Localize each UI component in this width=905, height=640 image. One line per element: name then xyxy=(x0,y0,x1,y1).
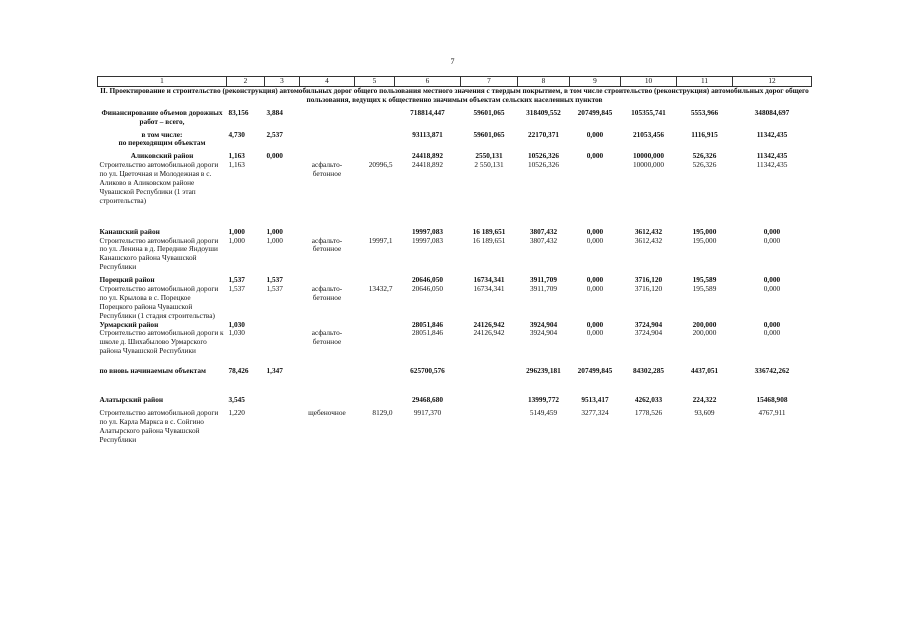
table-cell-col-2: 3,545 xyxy=(228,395,245,405)
table-cell-col-11: 195,589 xyxy=(692,275,717,285)
row-spacer xyxy=(98,206,812,228)
row-label: Порецкий район xyxy=(99,275,155,285)
table-cell-col-4 xyxy=(300,139,355,148)
table-row xyxy=(98,139,812,148)
table-cell-col-8: 22170,371 xyxy=(527,129,559,139)
table-cell-col-7: 59601,065 xyxy=(473,107,505,117)
road-construction-table xyxy=(97,76,812,445)
table-cell-col-10: 10000,000 xyxy=(632,160,664,170)
table-cell-col-8: 3807,432 xyxy=(529,226,558,236)
row-label: Строительство автомобильной дороги по ул. Крылова в с. Порецкое Порецкого района Чувашской Республики (1 стадия строительства) xyxy=(99,284,219,320)
table-row xyxy=(98,396,812,405)
table-cell-col-7: 59601,065 xyxy=(473,129,505,139)
section-title-row xyxy=(98,87,812,105)
table-cell-col-5 xyxy=(355,321,395,330)
table-cell-col-9: 0,000 xyxy=(586,319,604,329)
column-number-7: 7 xyxy=(461,77,518,87)
table-cell-col-10: 21053,456 xyxy=(632,129,664,139)
table-cell-col-11: 200,000 xyxy=(692,319,717,329)
table-cell-col-11: 1116,915 xyxy=(691,129,718,139)
table-cell-col-6: 19997,083 xyxy=(411,235,443,245)
table-cell-col-12: 11342,435 xyxy=(756,129,788,139)
table-cell-col-3: 1,347 xyxy=(266,366,283,376)
table-cell-col-12 xyxy=(733,139,812,148)
column-number-row xyxy=(98,77,812,87)
table-cell-col-10: 3612,432 xyxy=(634,235,663,245)
table-cell-col-4: асфальто-бетонное xyxy=(311,284,343,302)
table-cell-col-7 xyxy=(461,367,518,376)
table-cell-col-7 xyxy=(461,396,518,405)
table-cell-col-9: 207499,845 xyxy=(577,107,613,117)
table-cell-col-6: 9917,370 xyxy=(413,407,442,417)
table-cell-col-11: 4437,051 xyxy=(690,366,719,376)
table-cell-col-5 xyxy=(355,109,395,127)
table-cell-col-8: 3911,709 xyxy=(529,284,558,294)
table-cell-col-3: 1,000 xyxy=(266,226,283,236)
table-cell-col-11: 195,589 xyxy=(692,284,717,294)
table-cell-col-5: 20996,5 xyxy=(368,160,393,170)
table-row xyxy=(98,109,812,127)
table-row xyxy=(98,329,812,356)
column-number-9: 9 xyxy=(570,77,621,87)
table-cell-col-10: 3724,904 xyxy=(634,319,663,329)
table-cell-col-6: 28051,846 xyxy=(411,328,443,338)
table-cell-col-2: 1,030 xyxy=(228,328,245,338)
table-cell-col-5: 13432,7 xyxy=(368,284,393,294)
row-label: Строительство автомобильной дороги к школе д. Шихабылово Урмарского района Чувашской Республики xyxy=(99,328,224,356)
table-cell-col-11: 526,326 xyxy=(692,151,717,161)
table-cell-col-6: 625700,576 xyxy=(410,366,445,376)
table-cell-col-3: 0,000 xyxy=(266,151,283,161)
row-label: Алатырский район xyxy=(99,395,164,405)
row-label: в том числе: xyxy=(141,129,183,139)
page-number: 7 xyxy=(450,57,455,66)
table-cell-col-9: 9513,417 xyxy=(581,395,609,405)
table-cell-col-3 xyxy=(265,321,300,330)
table-cell-col-10: 3716,120 xyxy=(634,284,663,294)
table-cell-col-7: 16734,341 xyxy=(473,284,505,294)
table-cell-col-9: 3277,324 xyxy=(581,407,609,417)
table-cell-col-11 xyxy=(677,139,733,148)
table-cell-col-6: 24418,892 xyxy=(411,160,443,170)
table-cell-col-8: 3807,432 xyxy=(529,235,558,245)
table-cell-col-4: асфальто-бетонное xyxy=(311,235,343,254)
table-cell-col-3 xyxy=(265,409,300,445)
column-number-5: 5 xyxy=(355,77,395,87)
table-row xyxy=(98,237,812,273)
table-cell-col-5: 8129,0 xyxy=(372,407,393,417)
table-cell-col-10: 84302,285 xyxy=(632,366,664,376)
table-cell-col-2: 78,426 xyxy=(228,366,249,376)
table-cell-col-2: 1,220 xyxy=(228,407,245,417)
table-cell-col-7: 24126,942 xyxy=(473,328,505,338)
table-cell-col-4 xyxy=(300,396,355,405)
table-cell-col-12: 0,000 xyxy=(763,275,781,285)
table-cell-col-9: 0,000 xyxy=(586,328,604,338)
table-cell-col-2: 4,730 xyxy=(228,129,245,139)
table-cell-col-6: 93113,871 xyxy=(412,129,443,139)
table-cell-col-2: 1,537 xyxy=(228,275,245,285)
table-cell-col-4: асфальто-бетонное xyxy=(311,328,343,347)
table-cell-col-4: щебеночное xyxy=(308,407,346,417)
table-cell-col-3: 2,537 xyxy=(266,129,283,139)
section-title: II. Проектирование и строительство (реконструкция) автомобильных дорог общего пользования местного значения с твердым покрытием, в том числе строительство (реконструкция) автомобильных дорог общего пользования, ведущих к общественно значимым объектам сельских населенных пунктов xyxy=(98,87,812,105)
table-cell-col-8: 3924,904 xyxy=(529,319,558,329)
table-cell-col-12: 0,000 xyxy=(763,235,781,245)
spacer-cell xyxy=(98,376,812,396)
table-row xyxy=(98,367,812,376)
table-cell-col-3 xyxy=(265,139,300,148)
table-cell-col-12: 11342,435 xyxy=(756,151,788,161)
table-cell-col-8: 3924,904 xyxy=(529,328,558,338)
table-cell-col-10: 10000,000 xyxy=(632,151,664,161)
table-cell-col-8: 318409,552 xyxy=(526,107,561,117)
row-label: по переходящим объектам xyxy=(118,138,206,148)
table-cell-col-3: 3,884 xyxy=(266,107,283,117)
table-row xyxy=(98,161,812,205)
table-cell-col-11: 200,000 xyxy=(692,328,717,338)
table-cell-col-12: 0,000 xyxy=(763,319,781,329)
table-cell-col-7 xyxy=(461,139,518,148)
table-cell-col-7: 16 189,651 xyxy=(472,226,506,236)
table-cell-col-5 xyxy=(355,139,395,148)
table-row xyxy=(98,285,812,321)
row-label: Канашский район xyxy=(99,226,160,236)
table-cell-col-9: 0,000 xyxy=(586,151,604,161)
table-cell-col-6: 28051,846 xyxy=(411,319,443,329)
table-cell-col-10: 4262,033 xyxy=(634,395,663,405)
table-cell-col-7: 24126,942 xyxy=(473,319,505,329)
table-cell-col-12: 15468,908 xyxy=(756,395,788,405)
table-cell-col-10 xyxy=(621,139,677,148)
table-cell-col-3 xyxy=(265,161,300,205)
table-cell-col-6: 19997,083 xyxy=(411,226,443,236)
table-cell-col-11: 526,326 xyxy=(692,160,717,170)
table-cell-col-8 xyxy=(518,139,570,148)
table-cell-col-7: 2550,131 xyxy=(475,151,503,161)
table-cell-col-2 xyxy=(227,139,265,148)
table-cell-col-9: 0,000 xyxy=(586,129,604,139)
row-label: по вновь начинаемым объектам xyxy=(99,366,206,376)
table-cell-col-5 xyxy=(355,396,395,405)
table-cell-col-2: 1,000 xyxy=(228,235,245,245)
row-label: Строительство автомобильной дороги по ул. Ленина в д. Передние Яндоуши Канашского района Чувашской Республики xyxy=(99,235,219,272)
table-cell-col-5 xyxy=(355,329,395,356)
table-cell-col-8: 13999,772 xyxy=(527,395,559,405)
row-label: Финансирование объемов дорожных работ – всего, xyxy=(101,107,223,126)
table-cell-col-10: 3724,904 xyxy=(634,328,663,338)
table-cell-col-4 xyxy=(300,367,355,376)
table-cell-col-7: 16 189,651 xyxy=(472,235,506,245)
table-cell-col-4 xyxy=(300,131,355,140)
column-number-1: 1 xyxy=(98,77,227,87)
table-cell-col-11: 195,000 xyxy=(692,235,717,245)
table-cell-col-4 xyxy=(300,109,355,127)
table-cell-col-3: 1,537 xyxy=(266,275,283,285)
table-cell-col-6: 20646,050 xyxy=(411,284,443,294)
column-number-10: 10 xyxy=(621,77,677,87)
table-cell-col-9 xyxy=(570,139,621,148)
table-cell-col-3 xyxy=(265,396,300,405)
table-cell-col-5 xyxy=(355,367,395,376)
table-cell-col-2: 83,156 xyxy=(228,107,249,117)
row-label: Строительство автомобильной дороги по ул. Цветочная и Молодежная в с. Аликово в Аликовском районе Чувашской Республики (1 этап строительства) xyxy=(99,160,219,205)
column-number-2: 2 xyxy=(227,77,265,87)
table-cell-col-12: 0,000 xyxy=(763,226,781,236)
table-cell-col-6: 29468,680 xyxy=(411,395,443,405)
table-row xyxy=(98,409,812,445)
table-cell-col-5 xyxy=(355,131,395,140)
row-label: Аликовский район xyxy=(130,151,194,161)
table-cell-col-12: 11342,435 xyxy=(756,160,788,170)
table-cell-col-2: 1,163 xyxy=(228,151,245,161)
table-cell-col-7: 2 550,131 xyxy=(474,160,504,170)
table-cell-col-12: 0,000 xyxy=(763,328,781,338)
table-cell-col-9: 0,000 xyxy=(586,275,604,285)
table-cell-col-7: 16734,341 xyxy=(473,275,505,285)
table-cell-col-12: 348084,697 xyxy=(754,107,790,117)
table-cell-col-6: 718814,447 xyxy=(410,107,445,117)
column-number-8: 8 xyxy=(518,77,570,87)
table-cell-col-2: 1,030 xyxy=(228,319,245,329)
table-cell-col-2: 1,163 xyxy=(228,160,245,170)
column-number-11: 11 xyxy=(677,77,733,87)
table-cell-col-10: 105355,741 xyxy=(631,107,666,117)
table-cell-col-6: 24418,892 xyxy=(411,151,443,161)
table-cell-col-11: 195,000 xyxy=(692,226,717,236)
row-spacer xyxy=(98,376,812,396)
table-cell-col-2: 1,537 xyxy=(228,284,245,294)
table-cell-col-11: 224,322 xyxy=(692,395,717,405)
table-cell-col-9: 0,000 xyxy=(586,226,604,236)
table-cell-col-8: 10526,326 xyxy=(527,160,559,170)
row-label: Урмарский район xyxy=(99,319,159,329)
table-cell-col-4: асфальто-бетонное xyxy=(311,160,343,179)
table-cell-col-8: 3911,709 xyxy=(530,275,557,285)
column-number-4: 4 xyxy=(300,77,355,87)
table-cell-col-12: 0,000 xyxy=(763,284,781,294)
table-cell-col-8: 296239,181 xyxy=(526,366,561,376)
table-cell-col-12: 4767,911 xyxy=(758,407,786,417)
column-number-6: 6 xyxy=(395,77,461,87)
table-cell-col-10: 1778,526 xyxy=(634,407,663,417)
table-cell-col-11: 5553,966 xyxy=(690,107,719,117)
table-cell-col-9: 0,000 xyxy=(586,284,604,294)
table-cell-col-10: 3716,120 xyxy=(634,275,663,285)
table-cell-col-9 xyxy=(570,161,621,205)
table-cell-col-3: 1,000 xyxy=(266,235,283,245)
table-cell-col-10: 3612,432 xyxy=(634,226,663,236)
table-cell-col-7 xyxy=(461,409,518,445)
column-number-12: 12 xyxy=(733,77,812,87)
row-label: Строительство автомобильной дороги по ул. Карла Маркса в с. Сойгино Алатырского района Чувашской Республики xyxy=(99,407,219,444)
table-cell-col-11: 93,609 xyxy=(694,407,715,417)
table-cell-col-6: 20646,050 xyxy=(411,275,443,285)
spacer-cell xyxy=(98,206,812,228)
table-cell-col-2: 1,000 xyxy=(228,226,245,236)
table-cell-col-3 xyxy=(265,329,300,356)
table-cell-col-8: 10526,326 xyxy=(527,151,559,161)
table-cell-col-9: 0,000 xyxy=(586,235,604,245)
table-cell-col-8: 5149,459 xyxy=(529,407,558,417)
table-cell-col-5: 19997,1 xyxy=(368,235,393,245)
column-number-3: 3 xyxy=(265,77,300,87)
table-cell-col-3: 1,537 xyxy=(266,284,283,294)
table-cell-col-6 xyxy=(395,139,461,148)
table-cell-col-12: 336742,262 xyxy=(754,366,790,376)
table-cell-col-9: 207499,845 xyxy=(577,366,613,376)
